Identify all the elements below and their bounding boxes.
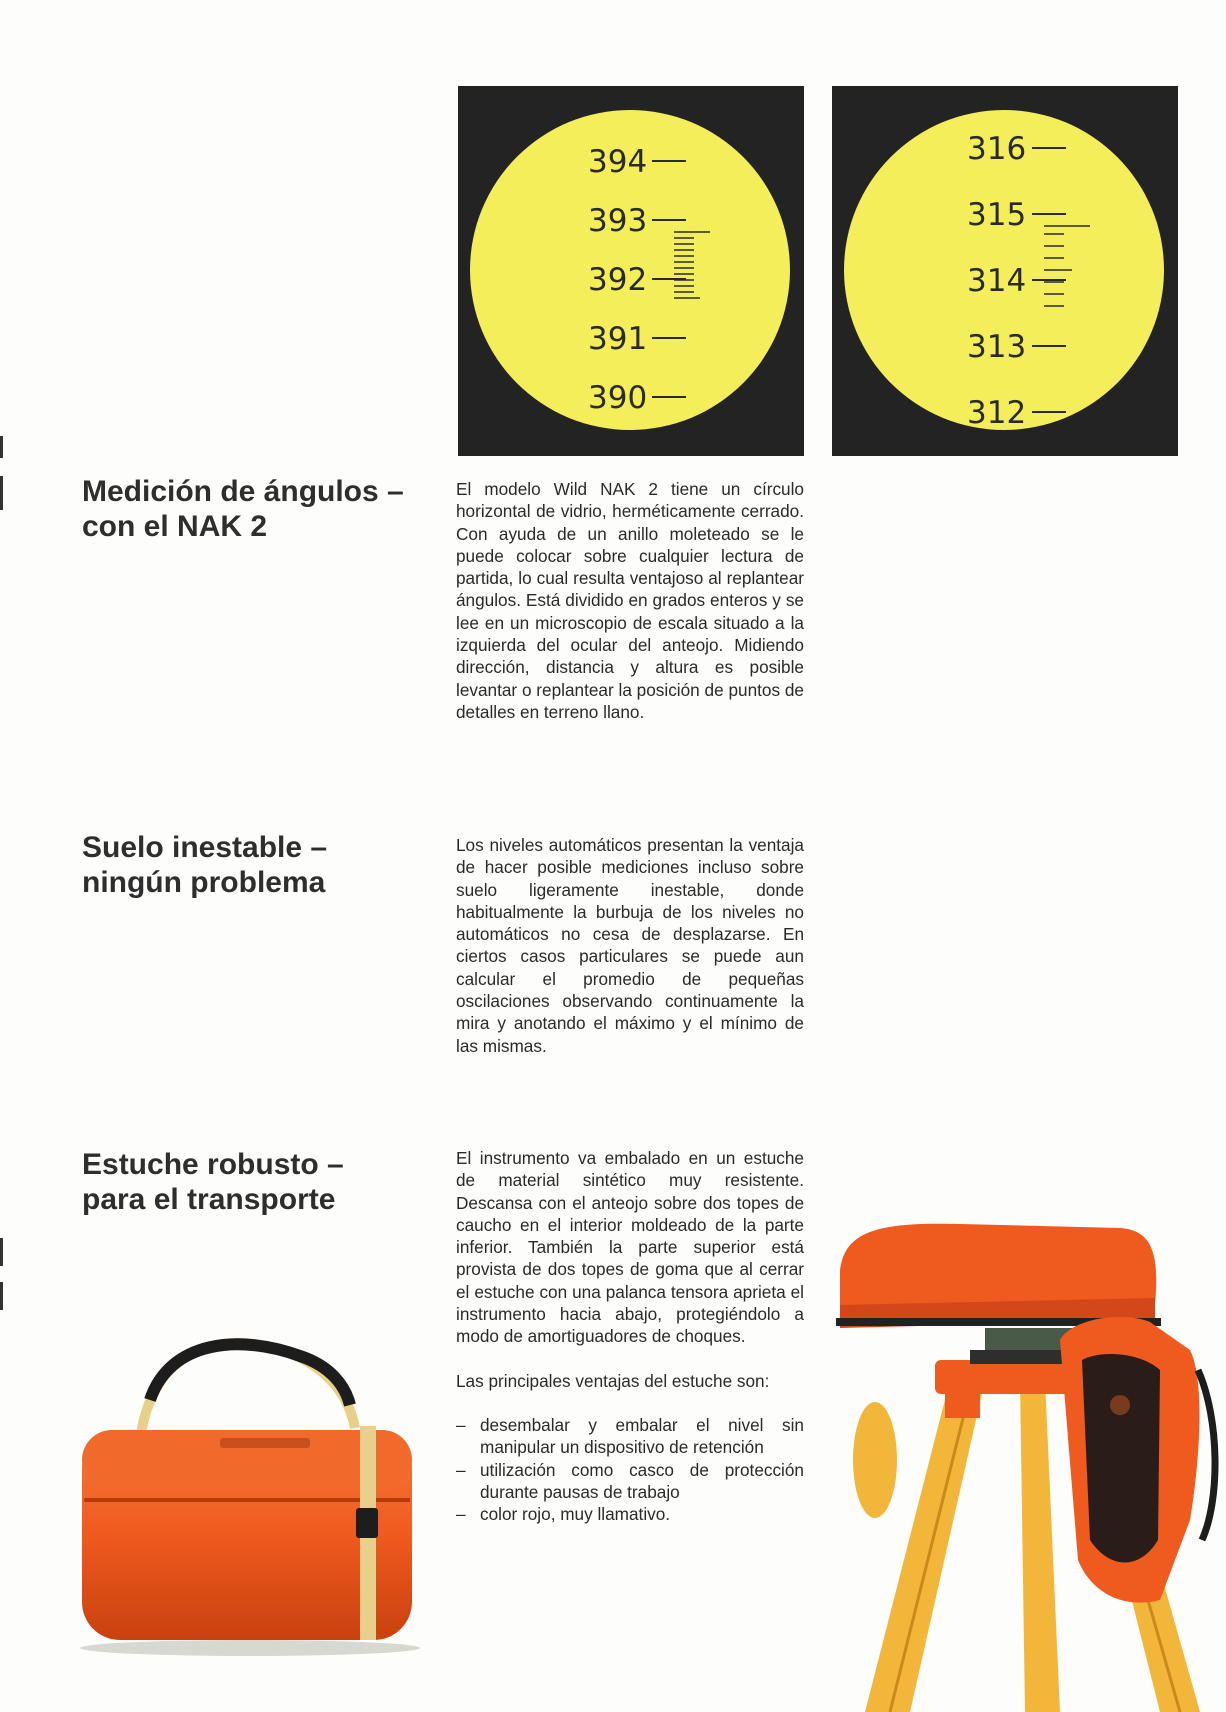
scale-label: 394: [588, 144, 648, 180]
scale-label: 390: [588, 380, 648, 416]
scale-label: 391: [588, 321, 648, 357]
edge-mark: [0, 1238, 3, 1266]
tripod-case-photo: [820, 1210, 1226, 1712]
carrying-case-photo: [70, 1330, 430, 1660]
heading-line: Suelo inestable –: [82, 831, 328, 864]
scale-label: 393: [588, 203, 648, 239]
heading-line: Medición de ángulos –: [82, 475, 404, 508]
paragraph: El modelo Wild NAK 2 tiene un círculo horizontal de vidrio, herméticamente cerrado. Con ayuda de un anillo moleteado se le puede colocar sobre cualquier lectura de partida, lo cual resulta ventajoso al replantear ángulos. Está dividido en grados enteros y se lee en un microscopio de escala situado a la izquierda del ocular del anteojo. Midiendo dirección, distancia y altura es posible levantar o replantear la posición de puntos de detalles en terreno llano.: [456, 479, 804, 722]
edge-mark: [0, 1282, 3, 1310]
heading-line: para el transporte: [82, 1183, 336, 1216]
section-heading-angles: [82, 474, 422, 544]
scale-label: 392: [588, 262, 648, 298]
scale-label: 312: [967, 395, 1027, 431]
paragraph: Los niveles automáticos presentan la ventaja de hacer posible mediciones incluso sobre suelo ligeramente inestable, donde habitualmente la burbuja de los niveles no automáticos no cesa de desplazarse. En ciertos casos particulares se puede aun calcular el promedio de pequeñas oscilaciones observando continuamente la mira y anotando el máximo y el mínimo de las mismas.: [456, 835, 804, 1056]
section-heading-unstable-ground: [82, 830, 422, 900]
paragraph: El instrumento va embalado en un estuche de material sintético muy resistente. Descansa con el anteojo sobre dos topes de caucho en el interior moldeado de la parte inferior. También la parte superior está provista de dos topes de goma que al cerrar el estuche con una palanca tensora aprieta el instrumento hacia abajo, protegiéndolo a modo de amortiguadores de choques.: [456, 1148, 804, 1347]
paragraph: Las principales ventajas del estuche son:: [456, 1370, 770, 1391]
heading-line: con el NAK 2: [82, 510, 268, 543]
list-item: – color rojo, muy llamativo.: [456, 1503, 804, 1525]
advantages-list: [456, 1414, 804, 1525]
heading-line: Estuche robusto –: [82, 1148, 344, 1181]
scale-label: 315: [967, 197, 1027, 233]
edge-mark: [0, 476, 3, 510]
scale-label: 314: [967, 263, 1027, 299]
scale-label: 316: [967, 131, 1027, 167]
list-item: – utilización como casco de protección durante pausas de trabajo: [456, 1459, 804, 1504]
scale-reading-image-right: [832, 86, 1178, 456]
section-text-angles: [456, 478, 804, 745]
section-text-case: [456, 1147, 804, 1525]
section-text-unstable-ground: [456, 834, 804, 1079]
list-item: – desembalar y embalar el nivel sin manipular un dispositivo de retención: [456, 1414, 804, 1459]
scale-reading-image-left: [458, 86, 804, 456]
edge-mark: [0, 436, 3, 458]
scale-label: 313: [967, 329, 1027, 365]
heading-line: ningún problema: [82, 866, 326, 899]
section-heading-case: [82, 1147, 422, 1217]
